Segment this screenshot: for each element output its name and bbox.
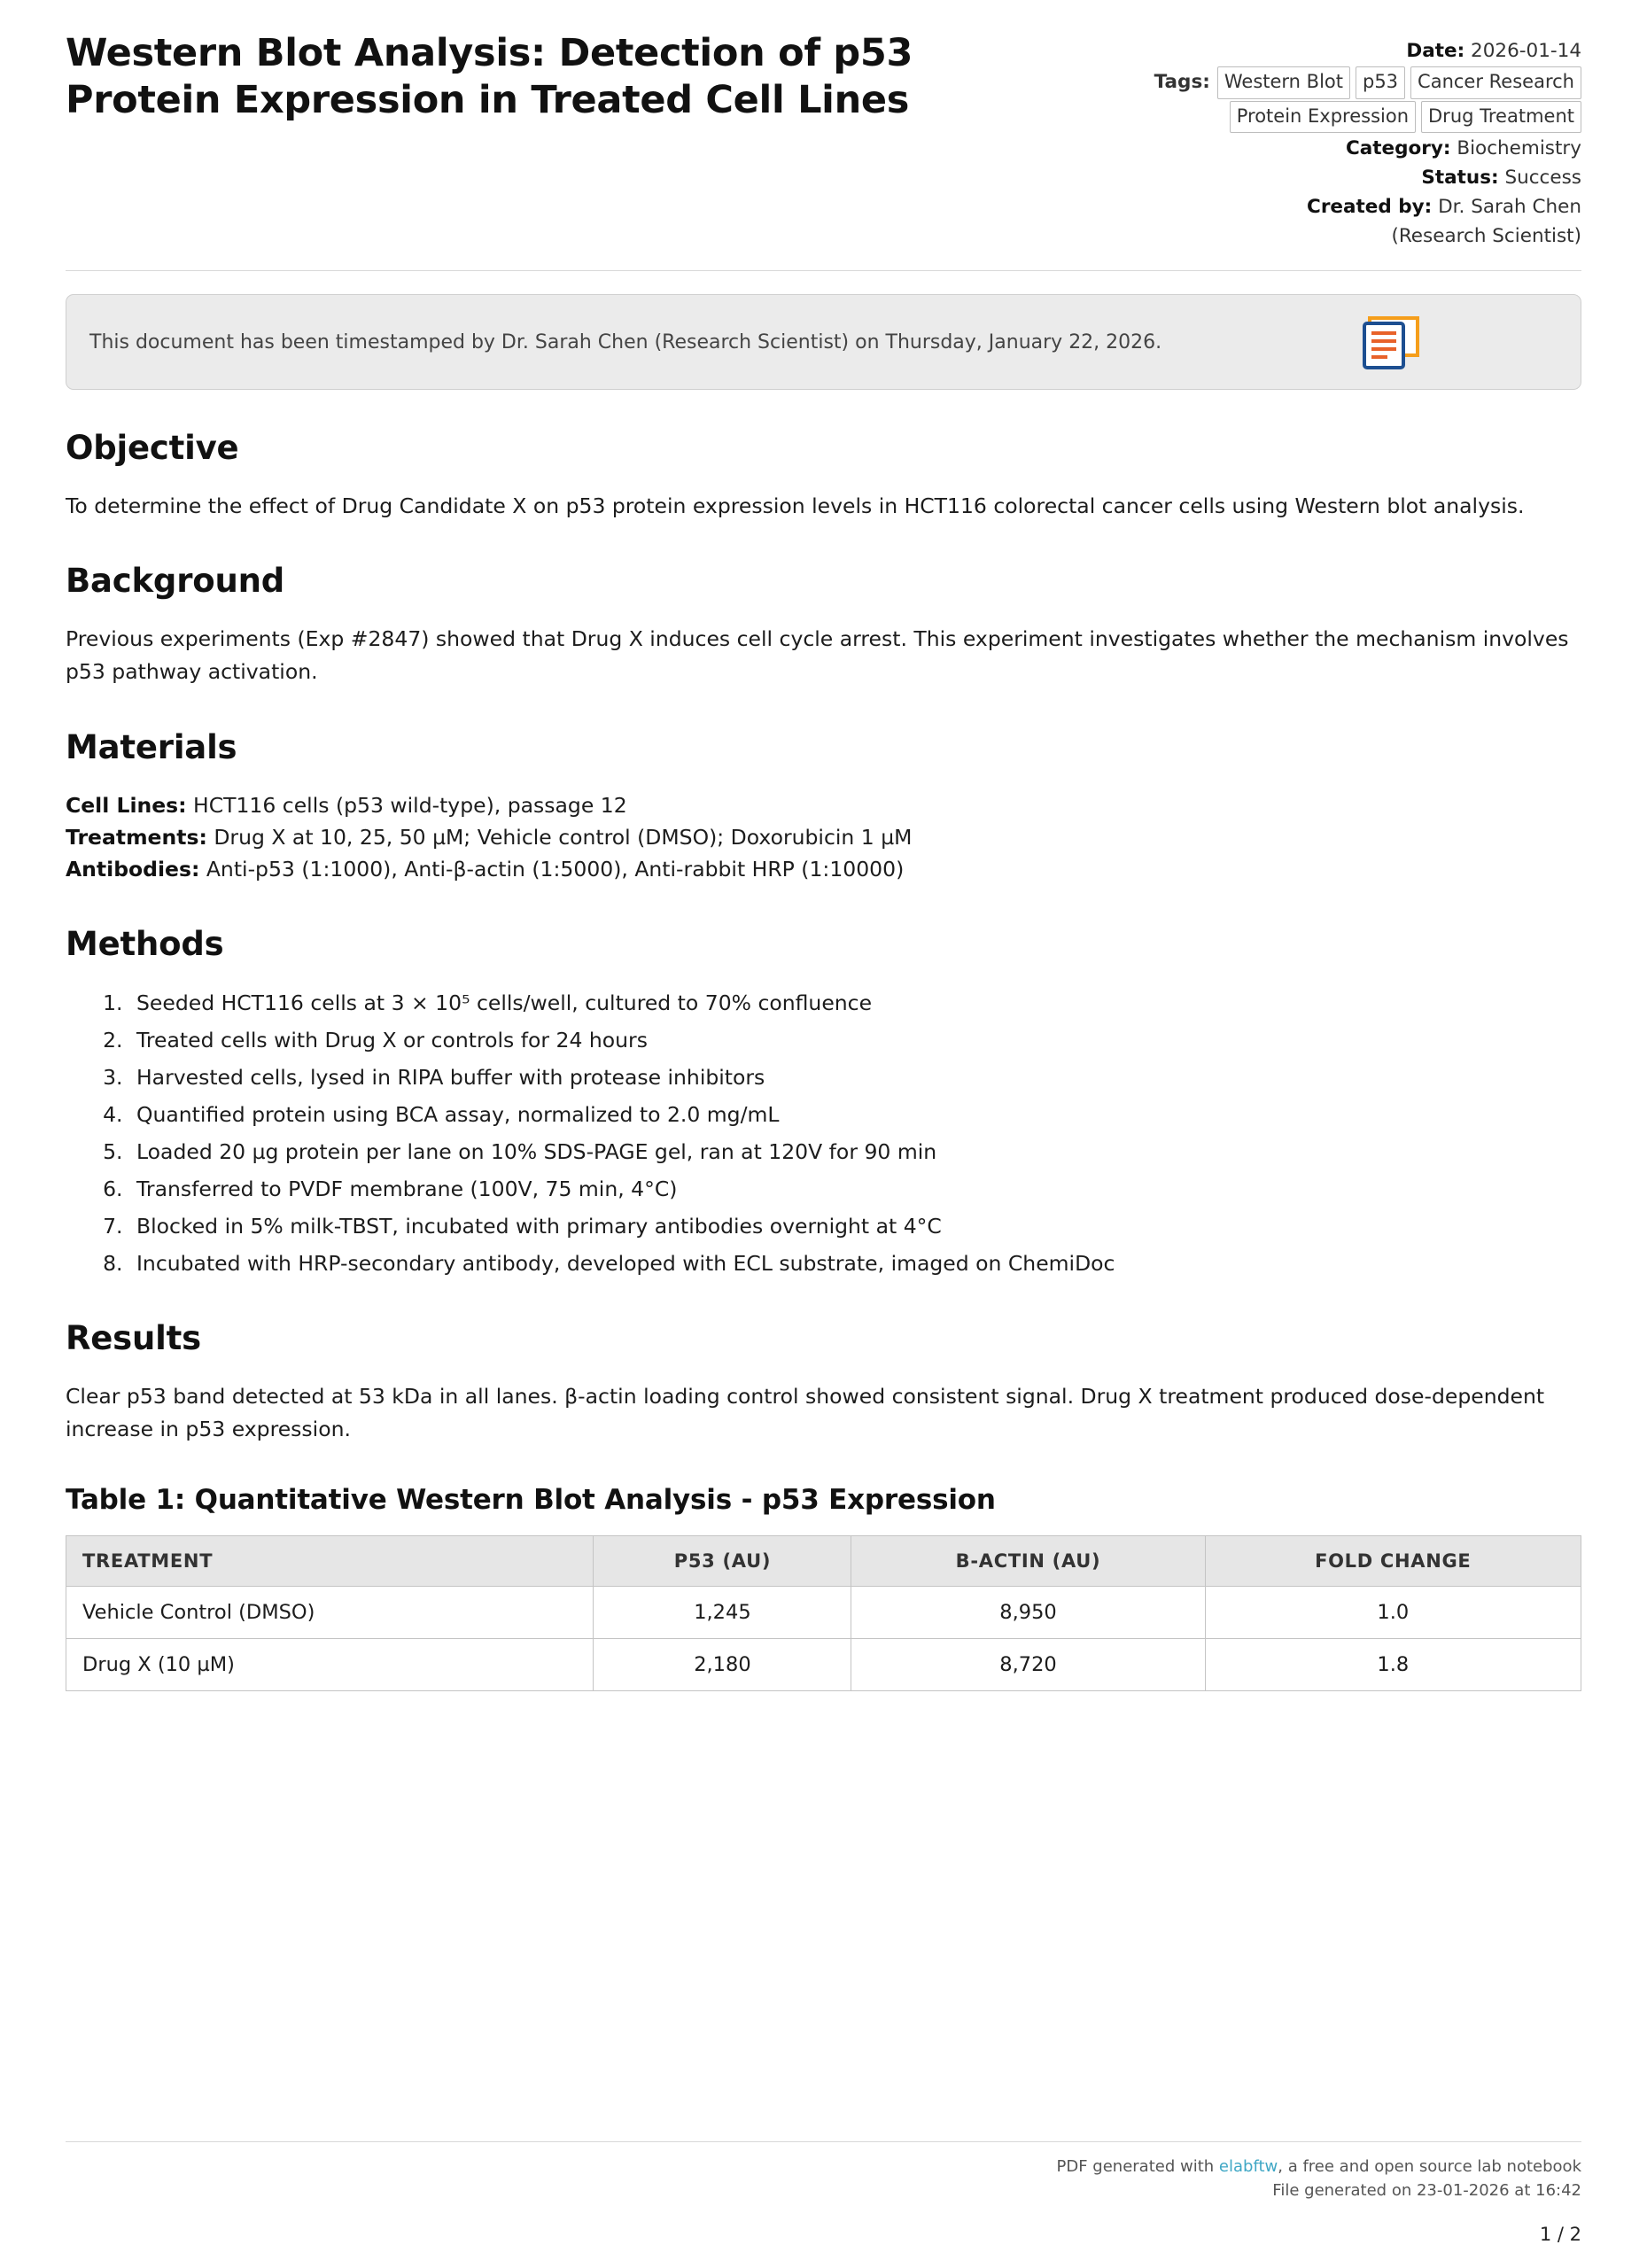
tag-chip[interactable]: Drug Treatment: [1421, 101, 1581, 134]
list-item: 2. Treated cells with Drug X or controls for 24 hours: [129, 1023, 1581, 1057]
materials-cell-lines: [66, 789, 1581, 821]
meta-category-value: Biochemistry: [1457, 137, 1581, 160]
table-heading: Table 1: Quantitative Western Blot Analysis - p53 Expression: [66, 1483, 996, 1516]
page-title: Western Blot Analysis: Detection of p53 Protein Expression in Treated Cell Lines: [66, 31, 913, 123]
materials-treatments-label: Treatments:: [66, 824, 207, 850]
section-heading-materials: Materials: [66, 727, 237, 766]
header-divider: [66, 270, 1581, 271]
materials-antibodies-label: Antibodies:: [66, 857, 200, 882]
footer-generated-suffix: , a free and open source lab notebook: [1278, 2157, 1581, 2176]
column-header-bactin: B-ACTIN (AU): [851, 1535, 1205, 1586]
materials-cell-lines-label: Cell Lines:: [66, 792, 187, 818]
list-item: 1. Seeded HCT116 cells at 3 × 10⁵ cells/well, cultured to 70% confluence: [129, 986, 1581, 1020]
cell-treatment: Drug X (10 µM): [66, 1638, 594, 1690]
objective-body: To determine the effect of Drug Candidate X on p53 protein expression levels in HCT116 colorectal cancer cells using Western blot analysis.: [66, 493, 1525, 519]
materials-treatments: [66, 821, 1581, 853]
list-item: 7. Blocked in 5% milk-TBST, incubated with primary antibodies overnight at 4°C: [129, 1209, 1581, 1243]
results-table: [66, 1535, 1581, 1691]
section-heading-background: Background: [66, 562, 285, 601]
column-header-p53: P53 (AU): [594, 1535, 851, 1586]
timestamp-document-icon: [1357, 313, 1425, 371]
list-item: 8. Incubated with HRP-secondary antibody, developed with ECL substrate, imaged on ChemiDoc: [129, 1247, 1581, 1280]
meta-date-value: 2026-01-14: [1471, 40, 1581, 62]
document-metadata: [1050, 30, 1581, 251]
page-footer: [66, 2141, 1581, 2245]
materials-treatments-value: Drug X at 10, 25, 50 µM; Vehicle control (DMSO); Doxorubicin 1 µM: [214, 824, 913, 850]
background-body: Previous experiments (Exp #2847) showed that Drug X induces cell cycle arrest. This experiment investigates whether the mechanism involves p53 pathway activation.: [66, 626, 1569, 685]
tag-chip[interactable]: Cancer Research: [1410, 66, 1581, 99]
column-header-treatment: TREATMENT: [66, 1535, 594, 1586]
meta-category-label: Category:: [1345, 137, 1451, 160]
cell-p53: 1,245: [594, 1586, 851, 1638]
column-header-fold-change: FOLD CHANGE: [1205, 1535, 1581, 1586]
footer-generated-prefix: PDF generated with: [1056, 2157, 1219, 2176]
footer-divider: [66, 2141, 1581, 2142]
cell-p53: 2,180: [594, 1638, 851, 1690]
section-heading-methods: Methods: [66, 924, 224, 963]
meta-date-label: Date:: [1406, 40, 1465, 62]
cell-bactin: 8,950: [851, 1586, 1205, 1638]
cell-treatment: Vehicle Control (DMSO): [66, 1586, 594, 1638]
footer-generated-line: [66, 2155, 1581, 2179]
meta-date: [1050, 37, 1581, 66]
document-header: [66, 30, 1581, 251]
footer-file-generated: File generated on 23-01-2026 at 16:42: [1272, 2181, 1581, 2200]
table-header-row: [66, 1535, 1581, 1586]
meta-tags-label: Tags:: [1154, 70, 1210, 93]
meta-category: [1050, 135, 1581, 164]
meta-tags-row: [1050, 66, 1581, 99]
list-item: 6. Transferred to PVDF membrane (100V, 75 min, 4°C): [129, 1172, 1581, 1206]
list-item: 3. Harvested cells, lysed in RIPA buffer with protease inhibitors: [129, 1060, 1581, 1094]
cell-fold-change: 1.8: [1205, 1638, 1581, 1690]
methods-list: [66, 986, 1581, 1281]
list-item: 5. Loaded 20 µg protein per lane on 10% SDS-PAGE gel, ran at 120V for 90 min: [129, 1135, 1581, 1169]
page-number: 1 / 2: [1539, 2224, 1581, 2245]
meta-status: [1050, 164, 1581, 193]
list-item: 4. Quantified protein using BCA assay, normalized to 2.0 mg/mL: [129, 1098, 1581, 1131]
meta-created-by-label: Created by:: [1307, 195, 1433, 218]
cell-fold-change: 1.0: [1205, 1586, 1581, 1638]
meta-created-by: [1050, 193, 1581, 222]
results-body: Clear p53 band detected at 53 kDa in all lanes. β-actin loading control showed consistent signal. Drug X treatment produced dose-dependent increase in p53 expression.: [66, 1384, 1545, 1442]
meta-created-by-role: (Research Scientist): [1391, 224, 1581, 247]
cell-bactin: 8,720: [851, 1638, 1205, 1690]
timestamp-banner: [66, 294, 1581, 390]
meta-tags-row-2: [1050, 101, 1581, 134]
tag-chip[interactable]: p53: [1356, 66, 1405, 99]
meta-status-label: Status:: [1421, 167, 1499, 190]
status-badge: Success: [1504, 167, 1581, 190]
elabftw-link[interactable]: elabftw: [1218, 2157, 1278, 2176]
tag-chip[interactable]: Protein Expression: [1230, 101, 1416, 134]
tag-chip[interactable]: Western Blot: [1217, 66, 1350, 99]
table-row: [66, 1586, 1581, 1638]
timestamp-text: This document has been timestamped by Dr. Sarah Chen (Research Scientist) on Thursday, January 22, 2026.: [89, 330, 1162, 353]
meta-created-by-value: Dr. Sarah Chen: [1438, 195, 1581, 218]
table-row: [66, 1638, 1581, 1690]
materials-antibodies: [66, 853, 1581, 885]
materials-antibodies-value: Anti-p53 (1:1000), Anti-β-actin (1:5000), Anti-rabbit HRP (1:10000): [206, 857, 905, 882]
section-heading-objective: Objective: [66, 429, 239, 468]
section-heading-results: Results: [66, 1319, 201, 1358]
materials-cell-lines-value: HCT116 cells (p53 wild-type), passage 12: [193, 792, 627, 818]
